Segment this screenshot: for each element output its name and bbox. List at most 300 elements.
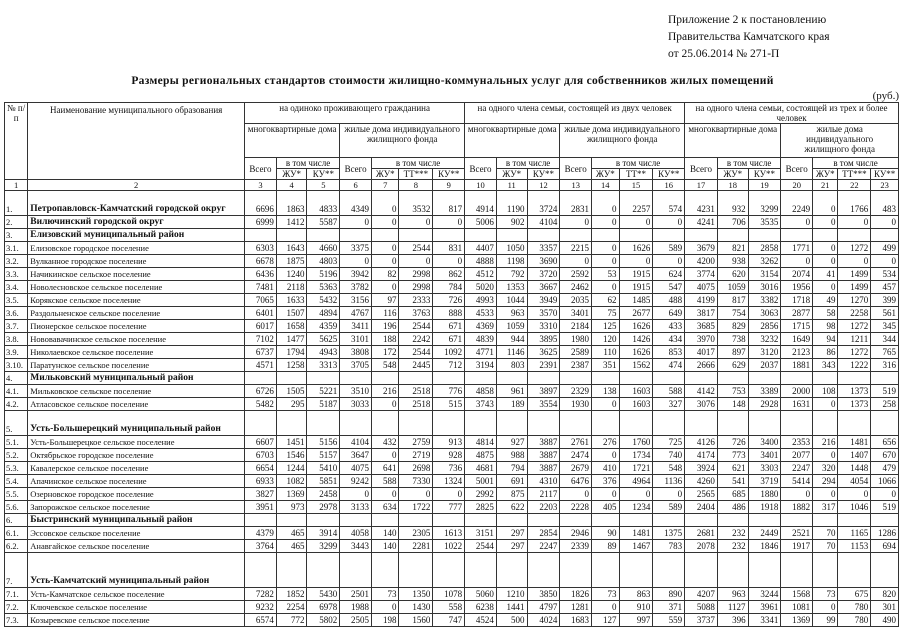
value-cell: 2123 — [781, 346, 813, 359]
value-cell: 343 — [813, 359, 838, 372]
value-cell: 932 — [717, 191, 748, 216]
value-cell — [838, 514, 871, 527]
value-cell: 776 — [433, 385, 465, 398]
row-number: 5.1. — [5, 436, 28, 449]
value-cell: 5156 — [307, 436, 340, 449]
value-cell — [592, 372, 620, 385]
value-cell: 641 — [371, 462, 399, 475]
value-cell: 2404 — [685, 501, 718, 514]
value-cell: 2333 — [399, 294, 433, 307]
column-number: 14 — [592, 180, 620, 191]
value-cell: 0 — [813, 449, 838, 462]
municipality-name: Нововавачинское сельское поселение — [28, 333, 245, 346]
value-cell: 3133 — [340, 501, 372, 514]
value-cell: 4260 — [685, 475, 718, 488]
value-cell: 73 — [371, 588, 399, 601]
value-cell: 634 — [371, 501, 399, 514]
value-cell: 3194 — [465, 359, 497, 372]
value-cell: 4126 — [685, 436, 718, 449]
value-cell: 3535 — [748, 216, 781, 229]
value-cell — [307, 514, 340, 527]
value-cell: 0 — [560, 255, 592, 268]
value-cell: 1136 — [653, 475, 685, 488]
value-cell: 1281 — [560, 601, 592, 614]
value-cell: 862 — [433, 268, 465, 281]
value-cell: 62 — [592, 294, 620, 307]
value-cell: 988 — [496, 449, 527, 462]
value-cell: 0 — [371, 242, 399, 255]
value-cell — [717, 411, 748, 436]
value-cell: 2078 — [685, 540, 718, 553]
value-cell — [871, 553, 899, 588]
value-cell — [813, 553, 838, 588]
g3-izhs-header: жилые дома индивидуального жилищного фонда — [781, 124, 899, 158]
table-row — [5, 281, 899, 294]
value-cell: 5187 — [307, 398, 340, 411]
column-number: 2 — [28, 180, 245, 191]
value-cell: 3743 — [465, 398, 497, 411]
municipality-name: Начикинское сельское поселение — [28, 268, 245, 281]
table-row — [5, 346, 899, 359]
table-row — [5, 553, 899, 588]
value-cell: 483 — [871, 191, 899, 216]
value-cell: 0 — [371, 191, 399, 216]
value-cell: 706 — [717, 216, 748, 229]
value-cell: 316 — [871, 359, 899, 372]
value-cell: 1718 — [781, 294, 813, 307]
value-cell: 2998 — [399, 281, 433, 294]
value-cell: 297 — [496, 540, 527, 553]
value-cell: 2257 — [619, 191, 653, 216]
row-number: 5.4. — [5, 475, 28, 488]
value-cell: 694 — [871, 540, 899, 553]
value-cell: 5221 — [307, 385, 340, 398]
value-cell — [717, 372, 748, 385]
column-number: 20 — [781, 180, 813, 191]
col-name-header: Наименование муниципального образования — [28, 103, 245, 180]
municipality-name: Озерновское городское поселение — [28, 488, 245, 501]
value-cell: 1081 — [781, 601, 813, 614]
value-cell: 561 — [871, 307, 899, 320]
g3-mkd-header: многоквартирные дома — [685, 124, 781, 158]
value-cell: 0 — [399, 488, 433, 501]
value-cell: 7282 — [245, 588, 277, 601]
value-cell — [465, 411, 497, 436]
value-cell: 4524 — [465, 614, 497, 627]
value-cell: 2000 — [781, 385, 813, 398]
municipality-name: Усть-Камчатское сельское поселение — [28, 588, 245, 601]
value-cell: 1826 — [560, 588, 592, 601]
value-cell: 829 — [717, 320, 748, 333]
value-cell — [813, 411, 838, 436]
value-cell: 97 — [371, 294, 399, 307]
value-cell: 3679 — [685, 242, 718, 255]
value-cell: 3764 — [245, 540, 277, 553]
row-number: 4.1. — [5, 385, 28, 398]
value-cell: 3887 — [527, 462, 560, 475]
value-cell: 747 — [433, 614, 465, 627]
value-cell: 3647 — [340, 449, 372, 462]
municipality-name: Мильковское сельское поселение — [28, 385, 245, 398]
value-cell: 4681 — [465, 462, 497, 475]
column-number: 16 — [653, 180, 685, 191]
value-cell: 927 — [496, 436, 527, 449]
value-cell: 589 — [653, 501, 685, 514]
value-cell: 1211 — [838, 333, 871, 346]
value-cell: 0 — [592, 242, 620, 255]
value-cell: 1881 — [781, 359, 813, 372]
value-cell: 821 — [717, 242, 748, 255]
value-cell: 4054 — [838, 475, 871, 488]
header-line-3: от 25.06.2014 № 271-П — [668, 48, 780, 60]
value-cell: 2228 — [560, 501, 592, 514]
value-cell — [245, 229, 277, 242]
value-cell: 0 — [871, 488, 899, 501]
value-cell — [465, 372, 497, 385]
value-cell: 2184 — [560, 320, 592, 333]
g2-mkd-header: многоквартирные дома — [465, 124, 560, 158]
value-cell: 0 — [340, 488, 372, 501]
value-cell: 376 — [592, 475, 620, 488]
value-cell: 1505 — [276, 385, 307, 398]
value-cell: 6999 — [245, 216, 277, 229]
value-cell: 0 — [813, 601, 838, 614]
table-row — [5, 294, 899, 307]
row-number: 3.10. — [5, 359, 28, 372]
value-cell: 6303 — [245, 242, 277, 255]
table-row — [5, 488, 899, 501]
value-cell: 0 — [813, 216, 838, 229]
table-row — [5, 614, 899, 627]
value-cell: 1234 — [619, 501, 653, 514]
value-cell: 4207 — [685, 588, 718, 601]
value-cell: 1626 — [619, 346, 653, 359]
value-cell: 622 — [496, 501, 527, 514]
value-cell: 5587 — [307, 216, 340, 229]
value-cell: 3625 — [527, 346, 560, 359]
value-cell: 99 — [813, 614, 838, 627]
value-cell: 2258 — [838, 307, 871, 320]
value-cell — [748, 372, 781, 385]
value-cell: 1078 — [433, 588, 465, 601]
table-row — [5, 333, 899, 346]
value-cell — [527, 372, 560, 385]
value-cell — [496, 553, 527, 588]
value-cell: 2589 — [560, 346, 592, 359]
row-number: 3. — [5, 229, 28, 242]
value-cell: 780 — [838, 614, 871, 627]
row-number: 3.1. — [5, 242, 28, 255]
group1-header: на одиноко проживающего гражданина — [245, 103, 465, 124]
value-cell: 433 — [653, 320, 685, 333]
municipality-name: Кавалерское сельское поселение — [28, 462, 245, 475]
row-number: 5.2. — [5, 449, 28, 462]
value-cell: 232 — [717, 540, 748, 553]
value-cell: 961 — [496, 385, 527, 398]
value-cell: 519 — [871, 385, 899, 398]
value-cell: 0 — [592, 216, 620, 229]
table-row — [5, 216, 899, 229]
units-label: (руб.) — [872, 90, 899, 102]
value-cell — [276, 372, 307, 385]
value-cell: 2074 — [781, 268, 813, 281]
value-cell: 1760 — [619, 436, 653, 449]
value-cell: 5001 — [465, 475, 497, 488]
value-cell: 2877 — [781, 307, 813, 320]
value-cell: 1734 — [619, 449, 653, 462]
value-cell: 486 — [717, 501, 748, 514]
value-cell: 3063 — [748, 307, 781, 320]
value-cell: 371 — [653, 601, 685, 614]
value-cell: 2242 — [399, 333, 433, 346]
value-cell — [781, 372, 813, 385]
value-cell: 0 — [371, 216, 399, 229]
g2-mkd-incl: в том числе — [496, 158, 559, 169]
value-cell: 70 — [813, 527, 838, 540]
value-cell: 4803 — [307, 255, 340, 268]
value-cell: 1882 — [781, 501, 813, 514]
value-cell: 0 — [592, 281, 620, 294]
value-cell — [496, 411, 527, 436]
municipality-name: Елизовский муниципальный район — [28, 229, 245, 242]
value-cell: 817 — [717, 294, 748, 307]
value-cell: 2305 — [399, 527, 433, 540]
value-cell: 4771 — [465, 346, 497, 359]
value-cell — [717, 229, 748, 242]
value-cell — [371, 553, 399, 588]
value-cell: 1863 — [276, 191, 307, 216]
value-cell: 3924 — [685, 462, 718, 475]
row-number: 5.6. — [5, 501, 28, 514]
value-cell: 75 — [592, 307, 620, 320]
value-cell: 3774 — [685, 268, 718, 281]
value-cell — [340, 514, 372, 527]
value-cell: 1286 — [871, 527, 899, 540]
row-number: 2. — [5, 216, 28, 229]
value-cell: 1373 — [838, 385, 871, 398]
value-cell — [781, 553, 813, 588]
value-cell: 3667 — [527, 281, 560, 294]
value-cell — [527, 411, 560, 436]
value-cell — [717, 553, 748, 588]
column-number: 11 — [496, 180, 527, 191]
g3-izhs-tt: ТТ*** — [838, 169, 871, 180]
value-cell: 0 — [592, 449, 620, 462]
value-cell: 140 — [371, 527, 399, 540]
value-cell: 4571 — [245, 359, 277, 372]
value-cell: 738 — [717, 333, 748, 346]
value-cell: 1875 — [276, 255, 307, 268]
value-cell — [781, 229, 813, 242]
g2-izhs-ku: КУ** — [653, 169, 685, 180]
value-cell: 172 — [371, 346, 399, 359]
g1-izhs-incl: в том числе — [371, 158, 464, 169]
row-number: 6.2. — [5, 540, 28, 553]
value-cell: 0 — [340, 216, 372, 229]
value-cell — [371, 229, 399, 242]
value-cell: 108 — [813, 385, 838, 398]
value-cell — [592, 514, 620, 527]
value-cell: 2458 — [307, 488, 340, 501]
value-cell: 3375 — [340, 242, 372, 255]
value-cell: 0 — [371, 255, 399, 268]
column-number: 12 — [527, 180, 560, 191]
value-cell: 465 — [276, 540, 307, 553]
value-cell — [653, 372, 685, 385]
value-cell: 474 — [653, 359, 685, 372]
value-cell: 817 — [433, 191, 465, 216]
value-cell: 3262 — [748, 255, 781, 268]
municipality-name: Запорожское сельское поселение — [28, 501, 245, 514]
value-cell: 2449 — [748, 527, 781, 540]
value-cell — [871, 229, 899, 242]
table-row — [5, 514, 899, 527]
value-cell: 0 — [871, 216, 899, 229]
value-cell: 6574 — [245, 614, 277, 627]
value-cell — [685, 553, 718, 588]
row-number: 3.7. — [5, 320, 28, 333]
value-cell: 863 — [619, 588, 653, 601]
value-cell: 1022 — [433, 540, 465, 553]
value-cell: 1603 — [619, 398, 653, 411]
row-number: 6.1. — [5, 527, 28, 540]
value-cell — [685, 229, 718, 242]
value-cell — [619, 411, 653, 436]
g1-izhs-zhu: ЖУ* — [371, 169, 399, 180]
value-cell: 0 — [592, 255, 620, 268]
value-cell — [781, 411, 813, 436]
value-cell: 897 — [717, 346, 748, 359]
value-cell: 5625 — [307, 333, 340, 346]
value-cell: 1270 — [838, 294, 871, 307]
value-cell: 754 — [717, 307, 748, 320]
value-cell: 2254 — [276, 601, 307, 614]
value-cell: 3942 — [340, 268, 372, 281]
value-cell: 4512 — [465, 268, 497, 281]
g2-izhs-zhu: ЖУ* — [592, 169, 620, 180]
value-cell: 6703 — [245, 449, 277, 462]
value-cell: 216 — [371, 385, 399, 398]
value-cell: 98 — [813, 320, 838, 333]
value-cell: 2544 — [399, 346, 433, 359]
value-cell: 736 — [433, 462, 465, 475]
table-row — [5, 436, 899, 449]
municipality-name: Мильковский муниципальный район — [28, 372, 245, 385]
value-cell: 6401 — [245, 307, 277, 320]
value-cell: 4349 — [340, 191, 372, 216]
value-cell: 0 — [560, 488, 592, 501]
value-cell: 5482 — [245, 398, 277, 411]
value-cell: 753 — [717, 385, 748, 398]
g1-mkd-header: многоквартирные дома — [245, 124, 340, 158]
municipality-name: Козыревское сельское поселение — [28, 614, 245, 627]
value-cell: 2391 — [527, 359, 560, 372]
value-cell: 127 — [592, 614, 620, 627]
value-cell: 0 — [433, 255, 465, 268]
value-cell: 216 — [813, 436, 838, 449]
value-cell: 2854 — [527, 527, 560, 540]
value-cell: 1649 — [781, 333, 813, 346]
value-cell: 53 — [592, 268, 620, 281]
value-cell: 3951 — [245, 501, 277, 514]
column-number: 18 — [717, 180, 748, 191]
value-cell: 4797 — [527, 601, 560, 614]
value-cell: 547 — [653, 281, 685, 294]
value-cell: 656 — [871, 436, 899, 449]
value-cell: 0 — [813, 281, 838, 294]
value-cell — [276, 553, 307, 588]
value-cell: 1852 — [276, 588, 307, 601]
value-cell: 1631 — [781, 398, 813, 411]
value-cell: 3120 — [748, 346, 781, 359]
g3-mkd-incl: в том числе — [717, 158, 780, 169]
value-cell: 3357 — [527, 242, 560, 255]
value-cell: 1715 — [781, 320, 813, 333]
row-number: 3.2. — [5, 255, 28, 268]
column-number: 8 — [399, 180, 433, 191]
value-cell: 0 — [653, 255, 685, 268]
value-cell — [592, 229, 620, 242]
value-cell: 434 — [653, 333, 685, 346]
value-cell: 3895 — [527, 333, 560, 346]
value-cell: 2679 — [560, 462, 592, 475]
table-row — [5, 255, 899, 268]
value-cell: 890 — [653, 588, 685, 601]
document-header — [668, 12, 830, 63]
value-cell: 0 — [619, 216, 653, 229]
value-cell: 1146 — [496, 346, 527, 359]
value-cell: 317 — [813, 501, 838, 514]
value-cell: 3313 — [307, 359, 340, 372]
value-cell — [433, 229, 465, 242]
g1-mkd-total: Всего — [245, 158, 277, 180]
municipality-name: Новолесновское сельское поселение — [28, 281, 245, 294]
value-cell: 82 — [371, 268, 399, 281]
value-cell: 3151 — [465, 527, 497, 540]
value-cell: 3299 — [307, 540, 340, 553]
row-number: 4. — [5, 372, 28, 385]
column-number: 22 — [838, 180, 871, 191]
value-cell: 6737 — [245, 346, 277, 359]
value-cell: 196 — [371, 320, 399, 333]
value-cell: 0 — [781, 488, 813, 501]
value-cell: 4058 — [340, 527, 372, 540]
value-cell: 0 — [813, 191, 838, 216]
value-cell: 1375 — [653, 527, 685, 540]
value-cell: 3532 — [399, 191, 433, 216]
value-cell: 3817 — [685, 307, 718, 320]
value-cell: 3033 — [340, 398, 372, 411]
value-cell: 1412 — [276, 216, 307, 229]
value-cell: 1766 — [838, 191, 871, 216]
value-cell: 351 — [592, 359, 620, 372]
value-cell: 6933 — [245, 475, 277, 488]
value-cell: 345 — [871, 320, 899, 333]
value-cell: 2698 — [399, 462, 433, 475]
value-cell: 4833 — [307, 191, 340, 216]
value-cell: 399 — [871, 294, 899, 307]
value-cell: 1507 — [276, 307, 307, 320]
value-cell — [465, 514, 497, 527]
value-cell: 276 — [592, 436, 620, 449]
g2-izhs-incl: в том числе — [592, 158, 685, 169]
municipality-name: Паратунское сельское поселение — [28, 359, 245, 372]
value-cell — [245, 372, 277, 385]
municipality-name: Пионерское сельское поселение — [28, 320, 245, 333]
table-row — [5, 540, 899, 553]
value-cell: 73 — [592, 588, 620, 601]
g3-izhs-incl: в том числе — [813, 158, 899, 169]
